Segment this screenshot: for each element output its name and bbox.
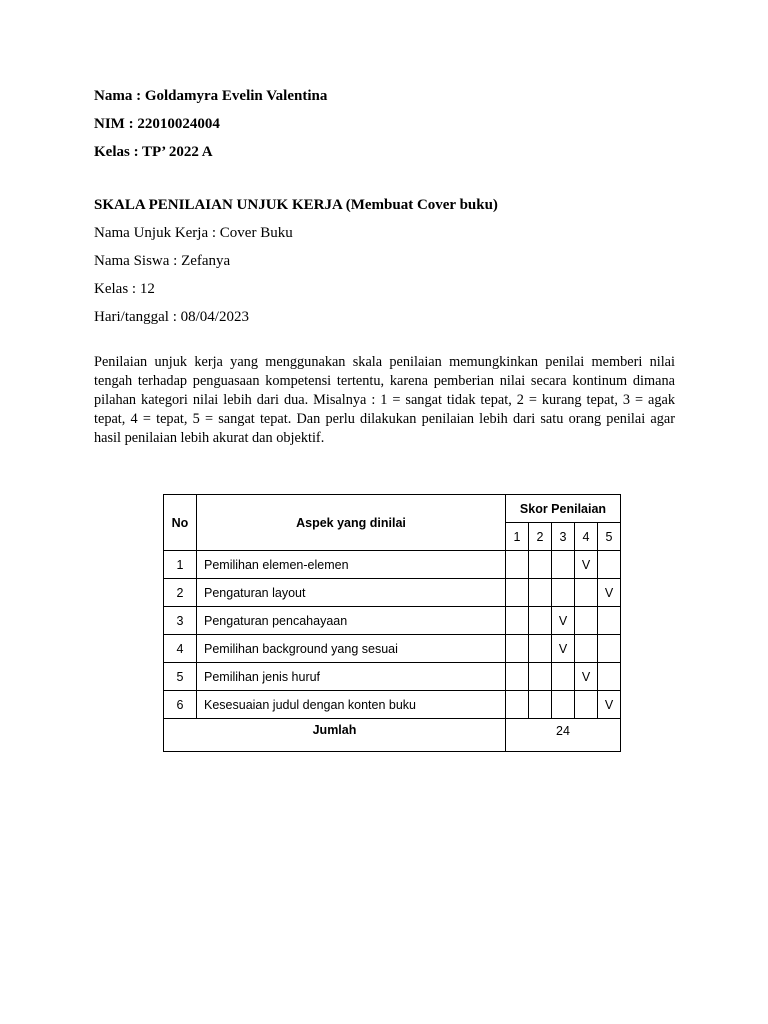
score-cell-3 — [552, 663, 575, 691]
score-cell-1 — [506, 551, 529, 579]
row-aspect: Kesesuaian judul dengan konten buku — [197, 691, 506, 719]
score-cell-5: V — [598, 691, 621, 719]
score-cell-5 — [598, 551, 621, 579]
document-page — [94, 86, 675, 448]
row-aspect: Pengaturan layout — [197, 579, 506, 607]
score-cell-3 — [552, 551, 575, 579]
table-row — [164, 579, 621, 607]
score-cell-2 — [529, 551, 552, 579]
row-number: 5 — [164, 663, 197, 691]
score-cell-4 — [575, 691, 598, 719]
score-cell-1 — [506, 663, 529, 691]
assessed-class: Kelas : 12 — [94, 281, 155, 297]
score-scale-1: 1 — [506, 523, 529, 551]
header-score: Skor Penilaian — [506, 495, 621, 523]
total-value: 24 — [506, 719, 621, 752]
score-cell-4: V — [575, 551, 598, 579]
table-row — [164, 663, 621, 691]
score-cell-3 — [552, 579, 575, 607]
assessment-table — [163, 494, 621, 752]
table-row — [164, 607, 621, 635]
section-title: SKALA PENILAIAN UNJUK KERJA (Membuat Cover buku) — [94, 197, 498, 213]
explanation-paragraph: Penilaian unjuk kerja yang menggunakan skala penilaian memungkinkan penilai memberi nilai tengah terhadap penguasaan kompetensi tertentu, karena pemberian nilai secara kontinum dimana pilahan kategori nilai lebih dari dua. Misalnya : 1 = sangat tidak tepat, 2 = kurang tepat, 3 = agak tepat, 4 = tepat, 5 = sangat tepat. Dan perlu dilakukan penilaian lebih dari satu orang penilai agar hasil penilaian lebih akurat dan objektif. — [94, 354, 675, 446]
score-cell-5 — [598, 663, 621, 691]
row-number: 2 — [164, 579, 197, 607]
row-aspect: Pemilihan background yang sesuai — [197, 635, 506, 663]
score-cell-4 — [575, 579, 598, 607]
score-cell-4 — [575, 635, 598, 663]
score-cell-1 — [506, 579, 529, 607]
score-cell-1 — [506, 635, 529, 663]
student-nim: NIM : 22010024004 — [94, 116, 220, 132]
score-cell-2 — [529, 607, 552, 635]
table-body — [164, 551, 621, 719]
score-scale-2: 2 — [529, 523, 552, 551]
row-aspect: Pemilihan jenis huruf — [197, 663, 506, 691]
table-row — [164, 691, 621, 719]
score-cell-3 — [552, 691, 575, 719]
table-row — [164, 635, 621, 663]
score-cell-5 — [598, 607, 621, 635]
table-row — [164, 551, 621, 579]
row-aspect: Pemilihan elemen-elemen — [197, 551, 506, 579]
assessment-date: Hari/tanggal : 08/04/2023 — [94, 309, 249, 325]
score-cell-3: V — [552, 635, 575, 663]
row-number: 3 — [164, 607, 197, 635]
score-cell-5: V — [598, 579, 621, 607]
student-class: Kelas : TP’ 2022 A — [94, 144, 213, 160]
score-cell-2 — [529, 635, 552, 663]
total-label: Jumlah — [164, 719, 506, 752]
score-cell-4 — [575, 607, 598, 635]
score-cell-2 — [529, 691, 552, 719]
score-cell-5 — [598, 635, 621, 663]
row-number: 6 — [164, 691, 197, 719]
score-cell-2 — [529, 579, 552, 607]
header-no: No — [164, 495, 197, 551]
score-cell-1 — [506, 691, 529, 719]
score-cell-3: V — [552, 607, 575, 635]
header-aspect: Aspek yang dinilai — [197, 495, 506, 551]
score-scale-5: 5 — [598, 523, 621, 551]
score-scale-3: 3 — [552, 523, 575, 551]
row-number: 4 — [164, 635, 197, 663]
performance-name: Nama Unjuk Kerja : Cover Buku — [94, 225, 293, 241]
score-scale-4: 4 — [575, 523, 598, 551]
student-assessed: Nama Siswa : Zefanya — [94, 253, 231, 269]
score-cell-1 — [506, 607, 529, 635]
score-cell-2 — [529, 663, 552, 691]
row-number: 1 — [164, 551, 197, 579]
score-cell-4: V — [575, 663, 598, 691]
row-aspect: Pengaturan pencahayaan — [197, 607, 506, 635]
student-name: Nama : Goldamyra Evelin Valentina — [94, 88, 328, 104]
